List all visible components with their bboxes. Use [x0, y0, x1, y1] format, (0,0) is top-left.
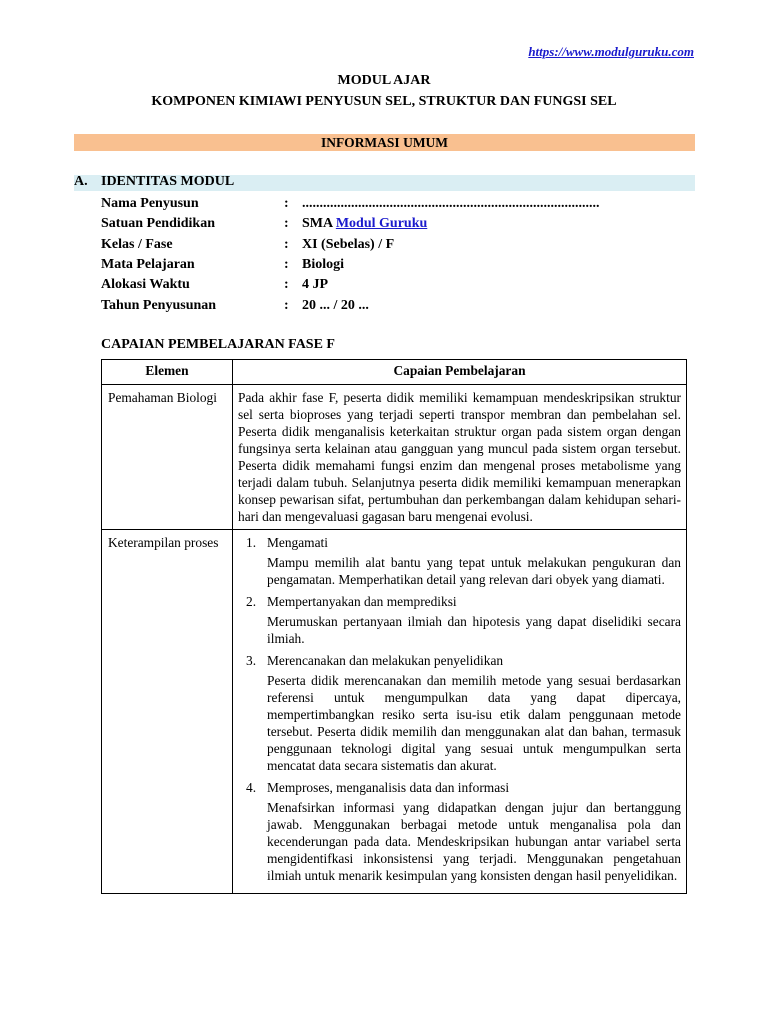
ident-colon: : [284, 196, 289, 211]
item-heading: Merencanakan dan melakukan penyelidikan [267, 653, 504, 668]
item-number: 4. [246, 780, 257, 795]
ident-value [302, 216, 427, 232]
module-title: MODUL AJAR [337, 73, 431, 88]
ident-value: 4 JP [302, 277, 329, 292]
ident-row-tahun-penyusunan [101, 298, 701, 318]
header-elemen: Elemen [102, 360, 233, 385]
ident-row-alokasi-waktu [101, 277, 701, 297]
school-prefix: SMA [302, 216, 336, 231]
section-a-title: IDENTITAS MODUL [101, 174, 235, 189]
list-item [238, 534, 681, 588]
item-body: Menafsirkan informasi yang didapatkan dengan jujur dan bertanggung jawab. Menggunakan berbagai metode untuk menganalisa pola dan kecenderungan pada data. Mendeskripsikan hubungan antar variabel serta mengidentifkasi inkonsistensi yang terjadi. Menggunakan pengetahuan ilmiah untuk menarik kesimpulan yang konsisten dengan hasil penyelidikan. [267, 800, 681, 883]
table-row [102, 530, 687, 894]
item-number: 2. [246, 594, 257, 609]
ident-label: Kelas / Fase [101, 237, 173, 252]
ident-row-nama-penyusun [101, 196, 701, 216]
capaian-cell [233, 530, 687, 894]
item-body: Mampu memilih alat bantu yang tepat untuk melakukan pengukuran dan pengamatan. Memperhatikan detail yang relevan dari obyek yang diamati. [267, 555, 681, 587]
ident-colon: : [284, 237, 289, 252]
table-row [102, 385, 687, 530]
ident-row-kelas-fase [101, 237, 701, 257]
module-subtitle: KOMPONEN KIMIAWI PENYUSUN SEL, STRUKTUR DAN FUNGSI SEL [151, 94, 617, 109]
item-heading: Mempertanyakan dan memprediksi [267, 594, 457, 609]
table-header-row [102, 360, 687, 385]
list-item [238, 779, 681, 884]
ident-value: Biologi [302, 257, 345, 272]
ident-row-satuan-pendidikan [101, 216, 701, 236]
capaian-title: CAPAIAN PEMBELAJARAN FASE F [101, 337, 335, 352]
item-heading: Mengamati [267, 535, 328, 550]
section-a-letter: A. [74, 174, 88, 189]
item-number: 3. [246, 653, 257, 668]
list-item [238, 593, 681, 647]
elemen-cell: Keterampilan proses [102, 530, 233, 894]
info-umum-heading: INFORMASI UMUM [74, 134, 695, 151]
ident-label: Mata Pelajaran [101, 257, 195, 272]
item-body: Merumuskan pertanyaan ilmiah dan hipotesis yang dapat diselidiki secara ilmiah. [267, 614, 681, 646]
elemen-cell: Pemahaman Biologi [102, 385, 233, 530]
ident-value: 20 ... / 20 ... [302, 298, 369, 313]
ident-label: Nama Penyusun [101, 196, 199, 211]
ident-colon: : [284, 298, 289, 313]
list-item [238, 652, 681, 774]
ident-colon: : [284, 277, 289, 292]
item-body: Peserta didik merencanakan dan memilih metode yang sesuai berdasarkan referensi untuk mengumpulkan data yang dapat dipercaya, mempertimbangkan resiko serta isu-isu etik dalam penggunaan metode tersebut. Peserta didik memilih dan menggunakan alat dan bahan, termasuk penggunaan teknologi digital yang sesuai untuk mengumpulkan serta mencatat data secara sistematis dan akurat. [267, 673, 681, 773]
ident-label: Alokasi Waktu [101, 277, 190, 292]
item-heading: Memproses, menganalisis data dan informasi [267, 780, 510, 795]
capaian-cell: Pada akhir fase F, peserta didik memiliki kemampuan mendeskripsikan struktur sel serta bioproses yang terjadi seperti transpor membran dan pembelahan sel. Peserta didik menganalisis keterkaitan struktur organ pada sistem organ dengan fungsinya serta kelainan atau gangguan yang muncul pada sistem organ tersebut. Peserta didik memahami fungsi enzim dan mengenal proses metabolisme yang terjadi dalam tubuh. Selanjutnya peserta didik memiliki kemampuan menerapkan konsep pewarisan sifat, pertumbuhan dan perkembangan dalam kehidupan sehari-hari dan mengevaluasi gagasan baru mengenai evolusi. [233, 385, 687, 530]
ident-row-mata-pelajaran [101, 257, 701, 277]
ident-value: XI (Sebelas) / F [302, 237, 395, 252]
modul-guruku-link[interactable]: Modul Guruku [335, 216, 428, 231]
item-number: 1. [246, 535, 257, 550]
ident-colon: : [284, 216, 289, 231]
website-url-link[interactable]: https://www.modulguruku.com [528, 44, 694, 59]
ident-label: Satuan Pendidikan [101, 216, 215, 231]
header-capaian: Capaian Pembelajaran [233, 360, 687, 385]
ident-colon: : [284, 257, 289, 272]
ident-value: ..................................................................................... [302, 196, 600, 211]
capaian-table [101, 359, 687, 894]
ident-label: Tahun Penyusunan [101, 298, 217, 313]
